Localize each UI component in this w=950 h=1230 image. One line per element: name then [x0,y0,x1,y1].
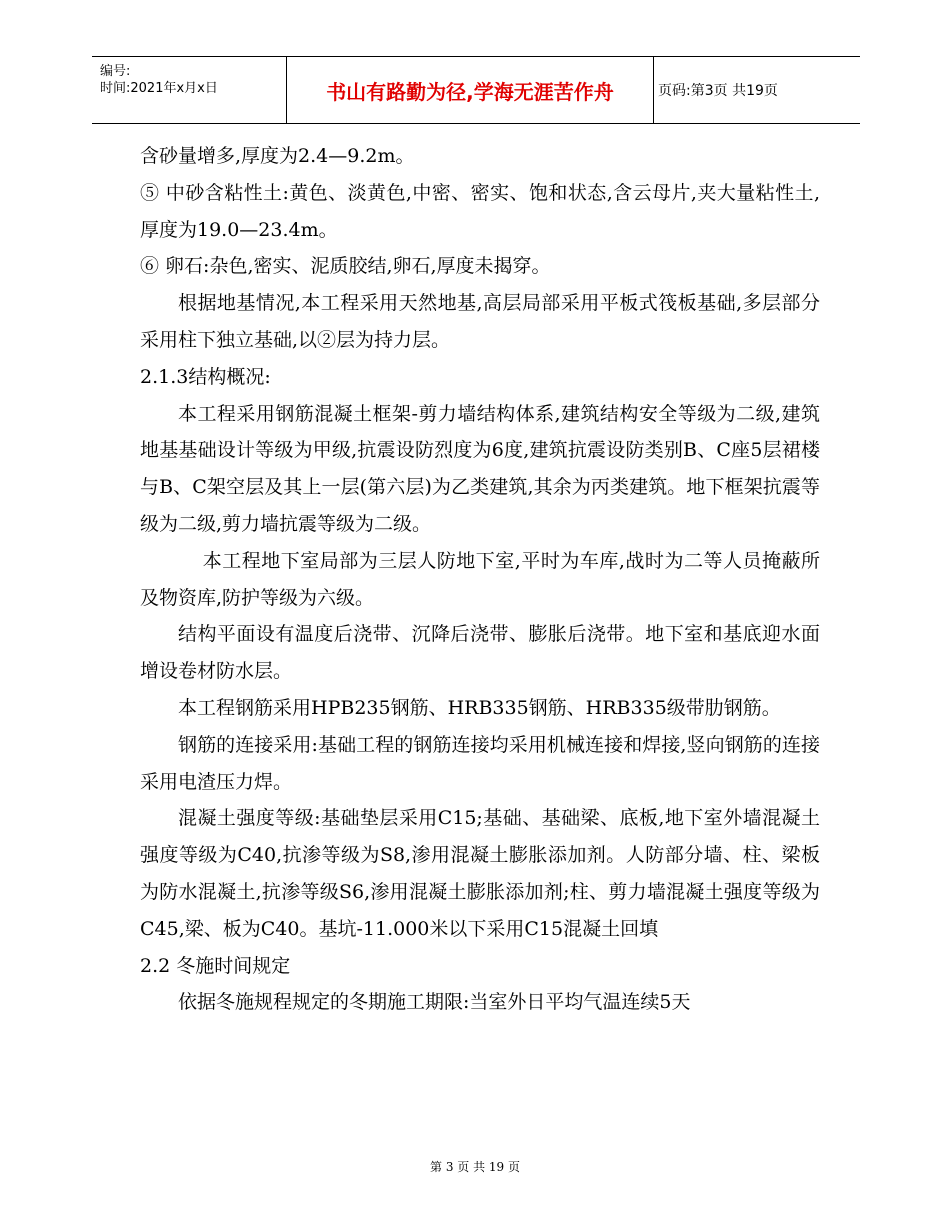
header-meta [100,63,280,97]
header-page-info: 页码:第3页 共19页 [658,83,778,99]
section-heading: 2.2 冬施时间规定 [140,954,291,977]
paragraph: 混凝土强度等级:基础垫层采用C15;基础、基础梁、底板,地下室外墙混凝土强度等级为C40,抗渗等级为S8,渗用混凝土膨胀添加剂。人防部分墙、柱、梁板为防水混凝土,抗渗等级S6,渗用混凝土膨胀添加剂;柱、剪力墙混凝土强度等级为C45,梁、板为C40。基坑-11.000米以下采用C15混凝土回填 [140,807,820,940]
paragraph: ⑥ 卵石:杂色,密实、泥质胶结,卵石,厚度未揭穿。 [140,255,551,278]
paragraph: 依据冬施规程规定的冬期施工期限:当室外日平均气温连续5天 [178,991,691,1014]
paragraph: 结构平面设有温度后浇带、沉降后浇带、膨胀后浇带。地下室和基底迎水面增设卷材防水层。 [140,623,820,683]
paragraph: 本工程采用钢筋混凝土框架-剪力墙结构体系,建筑结构安全等级为二级,建筑地基基础设计等级为甲级,抗震设防烈度为6度,建筑抗震设防类别B、C座5层裙楼与B、C架空层及其上一层(第六层)为乙类建筑,其余为丙类建筑。地下框架抗震等级为二级,剪力墙抗震等级为二级。 [140,402,820,535]
document-body [140,138,820,1021]
paragraph: 根据地基情况,本工程采用天然地基,高层局部采用平板式筏板基础,多层部分采用柱下独立基础,以②层为持力层。 [140,292,820,351]
paragraph: 本工程地下室局部为三层人防地下室,平时为车库,战时为二等人员掩蔽所及物资库,防护等级为六级。 [140,549,820,609]
section-heading: 2.1.3结构概况: [140,365,271,388]
paragraph: 钢筋的连接采用:基础工程的钢筋连接均采用机械连接和焊接,竖向钢筋的连接采用电渣压力焊。 [140,733,820,793]
page-header [92,56,860,124]
document-time-label: 时间:2021年x月x日 [100,81,218,96]
document-number-label: 编号: [100,64,131,79]
header-motto: 书山有路勤为径,学海无涯苦作舟 [286,57,654,123]
page-footer: 第 3 页 共 19 页 [430,1160,520,1174]
paragraph: ⑤ 中砂含粘性土:黄色、淡黄色,中密、密实、饱和状态,含云母片,夹大量粘性土,厚度为19.0—23.4m。 [140,181,820,241]
paragraph: 含砂量增多,厚度为2.4—9.2m。 [140,145,415,167]
paragraph: 本工程钢筋采用HPB235钢筋、HRB335钢筋、HRB335级带肋钢筋。 [178,696,781,719]
